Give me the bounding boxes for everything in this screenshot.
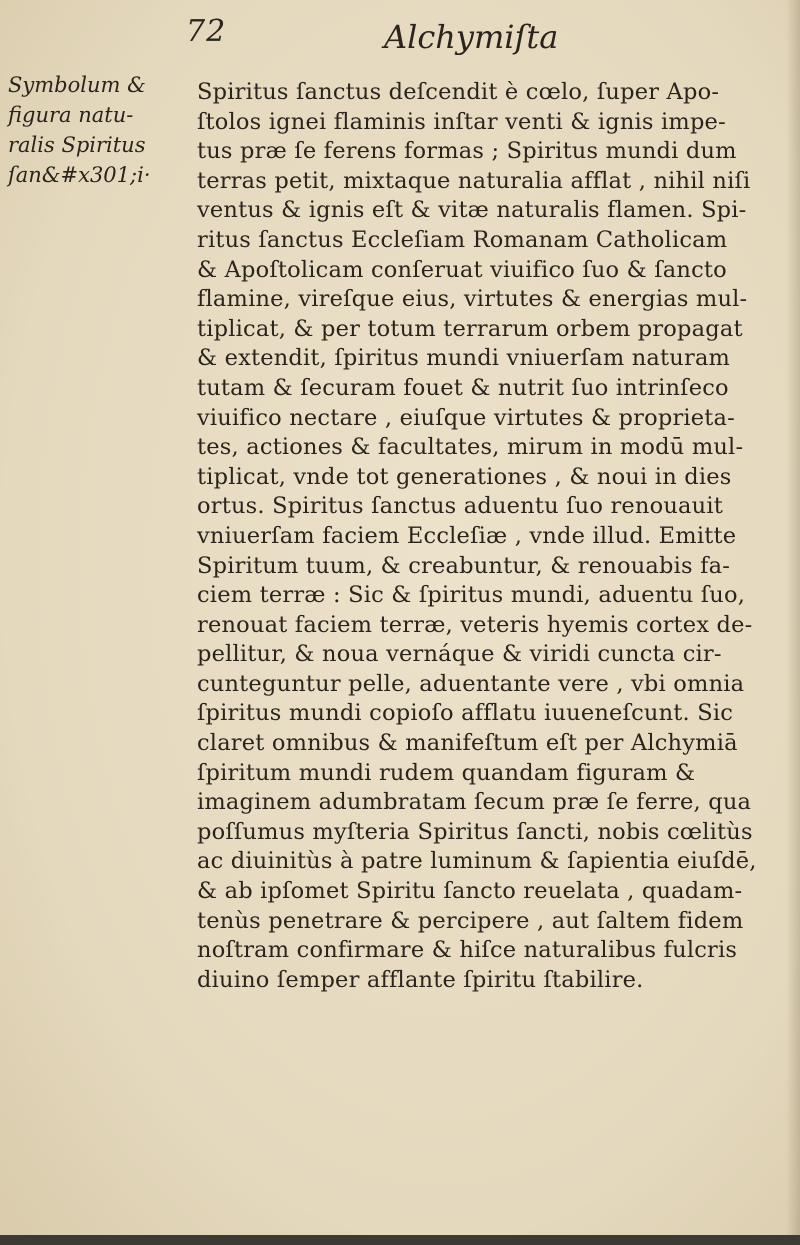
text-line: tiplicat, & per totum terrarum orbem propagat: [197, 315, 743, 342]
text-line: ritus ſanctus Eccleſiam Romanam Catholicam: [197, 226, 728, 253]
marginal-note-line: ſan&#x301;i·: [8, 163, 151, 187]
text-line: cunteguntur pelle, aduentante vere , vbi omnia: [197, 670, 745, 697]
text-line: tiplicat, vnde tot generationes , & noui in dies: [197, 463, 732, 490]
scan-bottom-band: [0, 1235, 800, 1245]
text-line: ſtolos ignei flaminis inſtar venti & ignis impe-: [197, 108, 726, 135]
text-line: ciem terræ : Sic & ſpiritus mundi, aduentu ſuo,: [197, 582, 746, 609]
text-line: Spiritum tuum, & creabuntur, & renouabis fa-: [197, 552, 731, 579]
text-line: viuifico nectare , eiuſque virtutes & proprieta-: [197, 404, 735, 431]
text-line: tutam & ſecuram fouet & nutrit ſuo intrinſeco: [197, 374, 729, 401]
text-line: ac diuinitùs à patre luminum & ſapientia eiuſdē,: [197, 848, 757, 875]
text-line: vniuerſam faciem Eccleſiæ , vnde illud. Emitte: [197, 522, 737, 549]
marginal-note: [8, 70, 178, 190]
text-line: & ab ipſomet Spiritu ſancto reuelata , quadam-: [197, 878, 743, 905]
text-line: pellitur, & noua vernáque & viridi cuncta cir-: [197, 641, 722, 668]
text-line: tenùs penetrare & percipere , aut ſaltem fidem: [197, 907, 744, 934]
text-line: tes, actiones & facultates, mirum in modū mul-: [197, 434, 744, 461]
page-edge-shadow: [786, 0, 800, 1245]
text-line: diuino ſemper afflante ſpiritu ſtabilire.: [197, 966, 644, 993]
body-text: [197, 78, 777, 995]
text-line: poſſumus myſteria Spiritus ſancti, nobis cœlitùs: [197, 818, 753, 845]
text-line: flamine, vireſque eius, virtutes & energias mul-: [197, 286, 748, 313]
text-line: ſpiritus mundi copioſo afflatu iuueneſcunt. Sic: [197, 700, 734, 727]
marginal-note-line: Symbolum &: [8, 73, 146, 97]
text-line: terras petit, mixtaque naturalia afflat , nihil niſi: [197, 167, 751, 194]
text-line: Spiritus ſanctus deſcendit è cœlo, ſuper Apo-: [197, 79, 720, 105]
text-line: noſtram confirmare & hiſce naturalibus fulcris: [197, 937, 738, 964]
text-line: renouat faciem terræ, veteris hyemis cortex de-: [197, 611, 753, 638]
marginal-note-line: ralis Spiritus: [8, 133, 146, 157]
text-line: ſpiritum mundi rudem quandam figuram &: [197, 759, 696, 786]
text-line: ventus & ignis eſt & vitæ naturalis flamen. Spi-: [197, 197, 747, 224]
text-line: tus præ ſe ferens formas ; Spiritus mundi dum: [197, 138, 737, 165]
marginal-note-line: figura natu-: [8, 103, 134, 127]
text-line: ortus. Spiritus ſanctus aduentu ſuo renouauit: [197, 493, 724, 520]
page-number: 72: [186, 14, 227, 49]
text-line: & extendit, ſpiritus mundi vniuerſam naturam: [197, 345, 731, 372]
text-line: claret omnibus & manifeſtum eſt per Alchymiā: [197, 730, 738, 757]
text-line: & Apoſtolicam conſeruat viuifico ſuo & ſancto: [197, 256, 727, 283]
running-head: Alchymiſta: [384, 18, 559, 56]
text-line: imaginem adumbratam ſecum præ ſe ferre, qua: [197, 789, 752, 816]
